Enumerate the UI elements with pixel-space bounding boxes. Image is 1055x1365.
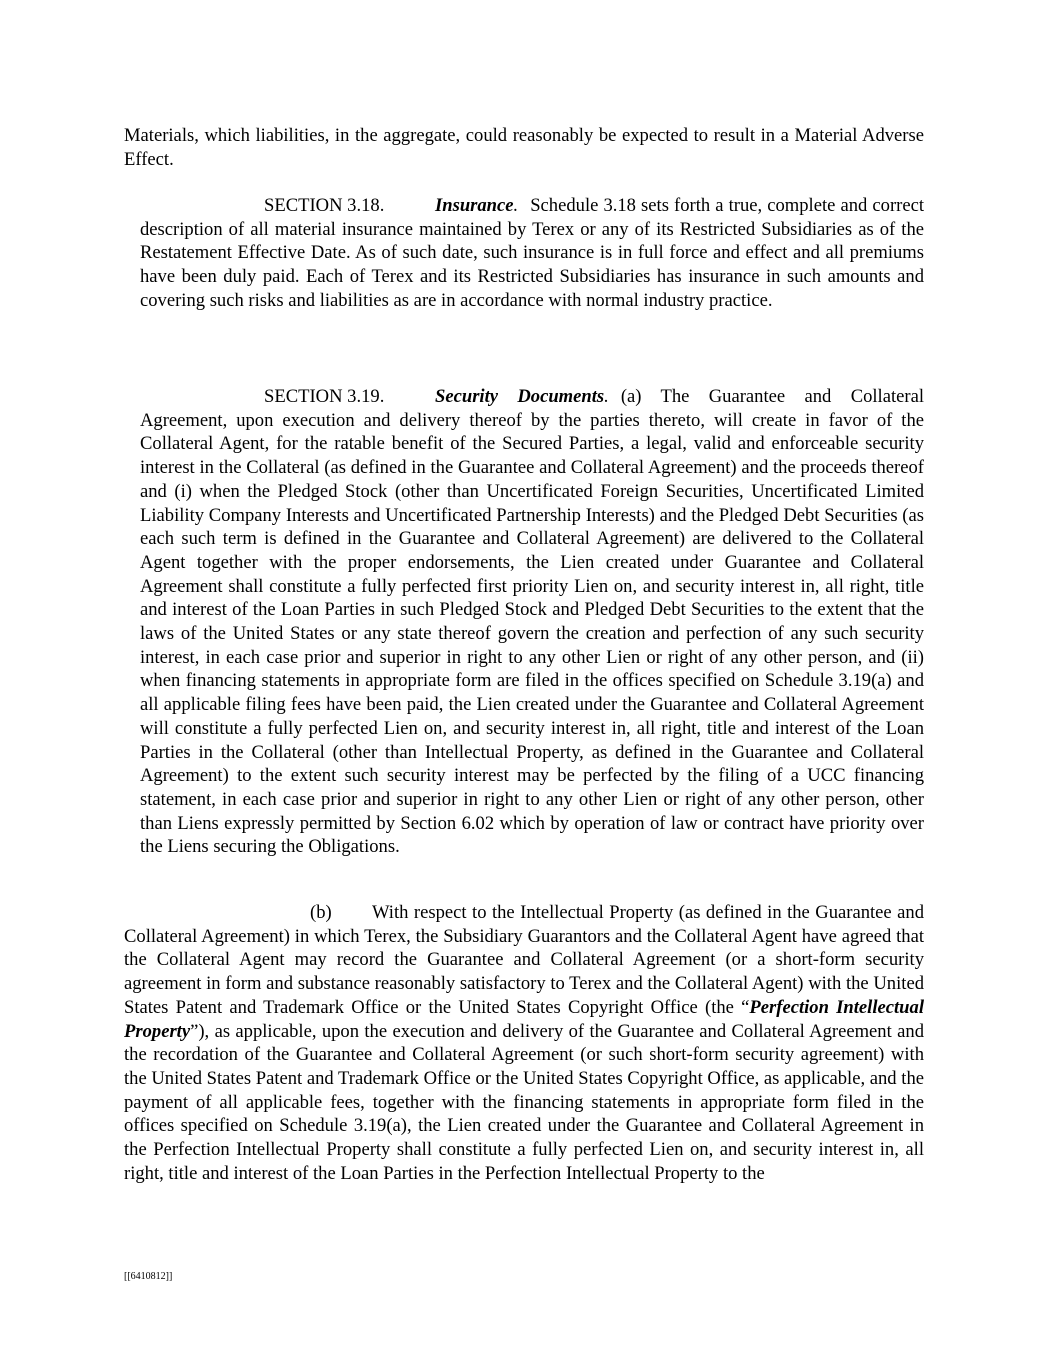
section-3-18-heading-punct: . — [513, 195, 519, 216]
defined-term-perfection-ip: Perfection Intellectual Property — [124, 996, 924, 1042]
section-3-18-number: SECTION 3.18. — [264, 195, 385, 216]
footer-doc-id: [[6410812]] — [124, 1271, 173, 1282]
continued-paragraph-text: Materials, which liabilities, in the aggregate, could reasonably be expected to result in a Material Adverse Effect. — [124, 125, 924, 170]
section-3-18-heading: Insurance — [435, 195, 514, 216]
section-3-18-body: Schedule 3.18 sets forth a true, complete and correct description of all material insurance maintained by Terex or any of its Restricted Subsidiaries as of the Restatement Effective Date. As of such date, such insurance is in full force and effect and all premiums have been duly paid. Each of Terex and its Restricted Subsidiaries has insurance in such amounts and covering such risks and liabilities as are in accordance with normal industry practice. — [140, 195, 924, 311]
subsection-b-body-before: With respect to the Intellectual Property (as defined in the Guarantee and Collateral Agreement) in which Terex, the Subsidiary Guarantors and the Collateral Agent have agreed that the Collateral Agent may record the Guarantee and Collateral Agreement (or a short-form security agreement in form and substance reasonably satisfactory to Terex and the Collateral Agent) with the United States Patent and Trademark Office or the United States Copyright Office (the “ — [124, 902, 924, 1018]
section-3-19-number: SECTION 3.19. — [264, 386, 385, 407]
section-3-19-body: (a) The Guarantee and Collateral Agreement, upon execution and delivery thereof by the parties thereto, will create in favor of the Collateral Agent, for the ratable benefit of the Secured Parties, a legal, valid and enforceable security interest in the Collateral (as defined in the Guarantee and Collateral Agreement) and the proceeds thereof and (i) when the Pledged Stock (other than Uncertificated Foreign Securities, Uncertificated Limited Liability Company Interests and Uncertificated Partnership Interests) and the Pledged Debt Securities (as each such term is defined in the Guarantee and Collateral Agreement) are delivered to the Collateral Agent together with the proper endorsements, the Lien created under Guarantee and Collateral Agreement shall constitute a fully perfected first priority Lien on, and security interest in, all right, title and interest of the Loan Parties in such Pledged Stock and Pledged Debt Securities to the extent that the laws of the United States or any state thereof govern the creation and perfection of any such security interest, in each case prior and superior in right to any other Lien or right of any other person, and (ii) when financing statements in appropriate form are filed in the offices specified on Schedule 3.19(a) and all applicable filing fees have been paid, the Lien created under the Guarantee and Collateral Agreement will constitute a fully perfected Lien on, and security interest in, all right, title and interest of the Loan Parties in the Collateral (other than Intellectual Property, as defined in the Guarantee and Collateral Agreement) to the extent such security interest may be perfected by the filing of a UCC financing statement, in each case prior and superior in right to any other Lien or right of any other person, other than Liens expressly permitted by Section 6.02 which by operation of law or contract have priority over the Liens securing the Obligations. — [140, 386, 925, 858]
subsection-b-label: (b) — [310, 902, 332, 923]
subsection-b-body-after: ”), as applicable, upon the execution and delivery of the Guarantee and Collateral Agreement and the recordation of the Guarantee and Collateral Agreement (or such short-form security agreement) with the United States Patent and Trademark Office or the United States Copyright Office, as applicable, and the payment of all applicable fees, together with the financing statements in appropriate form filed in the offices specified on Schedule 3.19(a), the Lien created under the Guarantee and Collateral Agreement in the Perfection Intellectual Property shall constitute a fully perfected Lien on, and security interest in, all right, title and interest of the Loan Parties in the Perfection Intellectual Property to the — [124, 1020, 924, 1184]
section-3-19 — [140, 385, 924, 859]
section-3-19-heading-punct: . — [604, 386, 609, 407]
continued-paragraph — [124, 124, 924, 171]
section-3-18 — [140, 194, 924, 313]
subsection-b — [124, 901, 924, 1185]
section-3-19-heading: Security Documents — [435, 386, 605, 407]
